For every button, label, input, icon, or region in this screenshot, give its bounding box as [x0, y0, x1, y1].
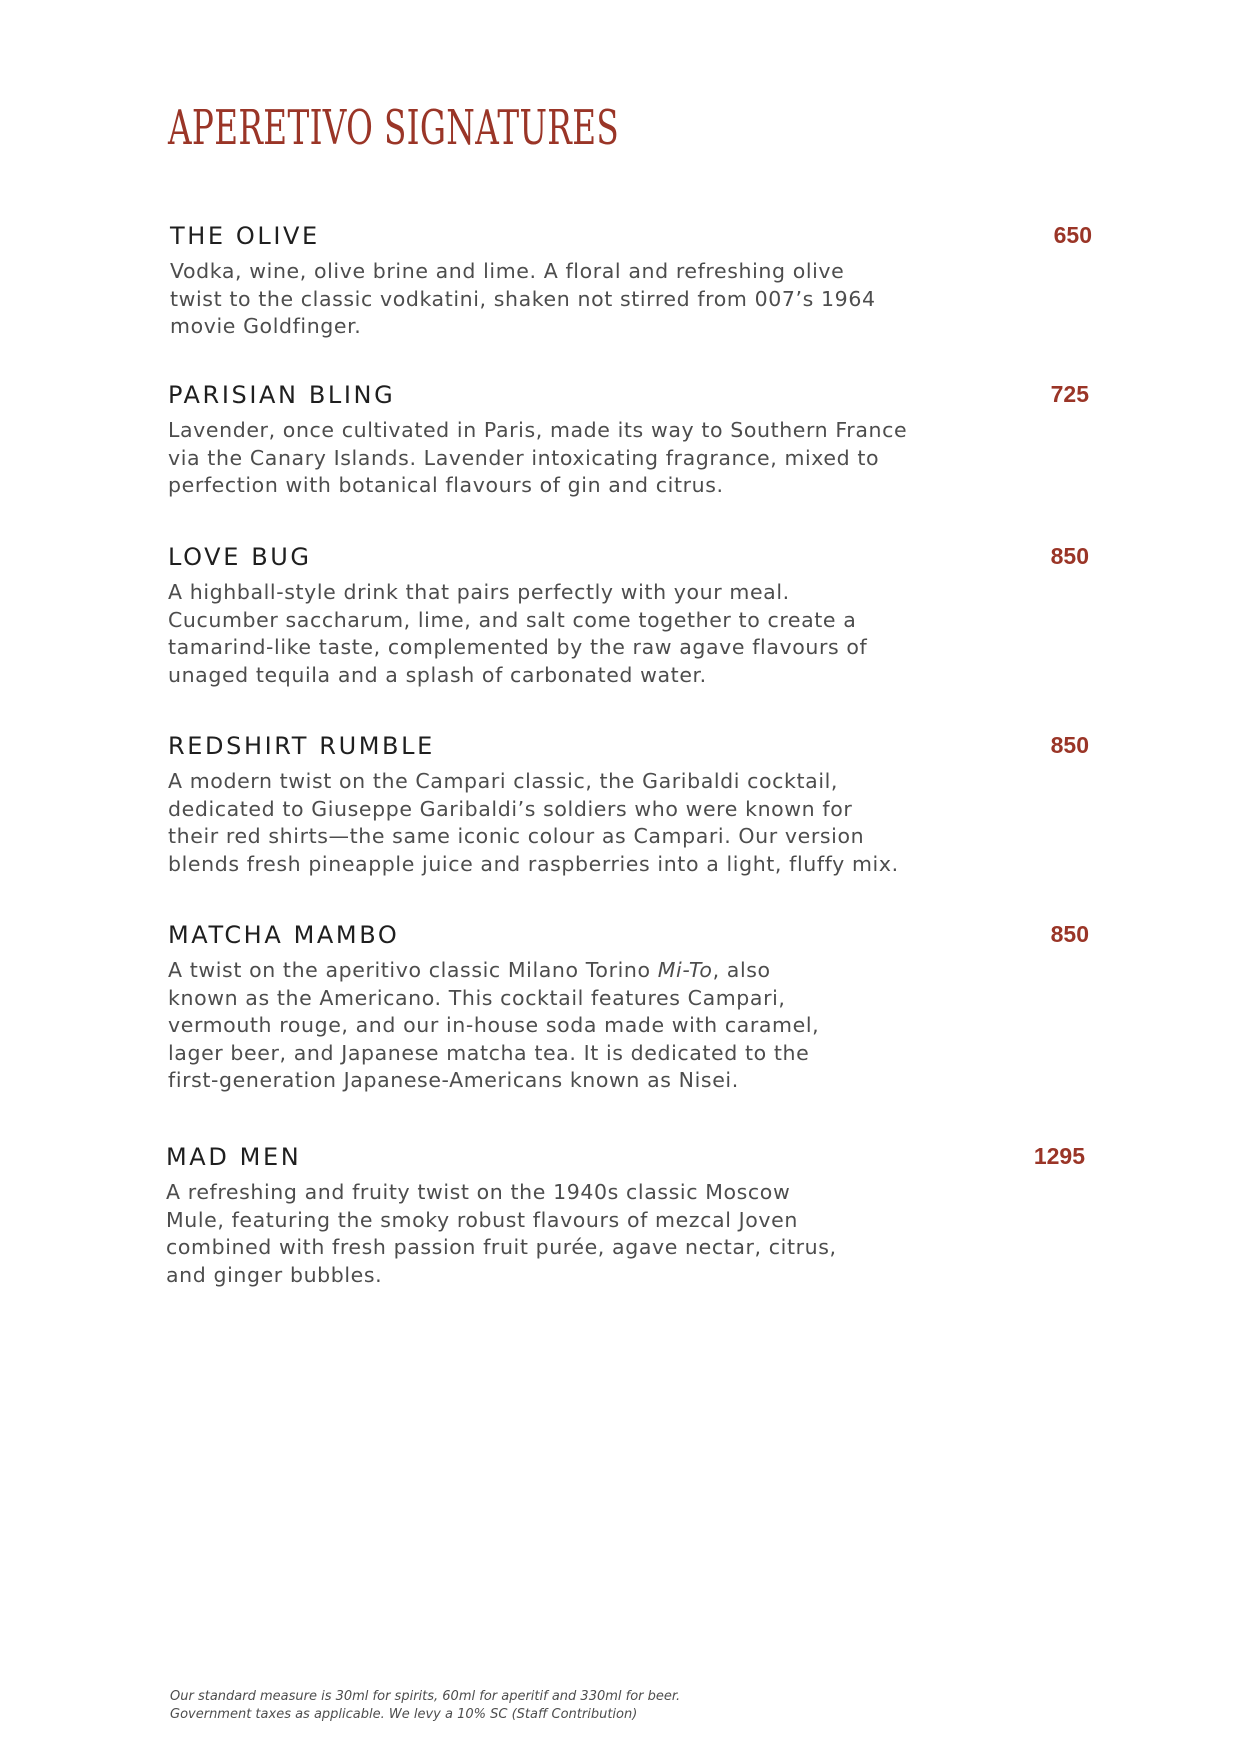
item-price: 850	[1050, 543, 1089, 569]
item-name: PARISIAN BLING	[168, 381, 396, 409]
description-line: first-generation Japanese-Americans known as Nisei.	[168, 1068, 739, 1092]
description-line: dedicated to Giuseppe Garibaldi’s soldiers who were known for	[168, 796, 853, 821]
menu-title: APERETIVO SIGNATURES	[168, 100, 620, 156]
item-price: 850	[1050, 732, 1089, 758]
description-text: A twist on the aperitivo classic Milano Torino	[168, 958, 658, 982]
description-line: Lavender, once cultivated in Paris, made its way to Southern France	[168, 418, 908, 442]
item-name: LOVE BUG	[168, 543, 312, 571]
item-name: MAD MEN	[166, 1143, 302, 1171]
item-description	[170, 258, 950, 341]
item-price: 850	[1050, 921, 1089, 947]
description-line: lager beer, and Japanese matcha tea. It is dedicated to the	[168, 1040, 810, 1065]
description-line: Vodka, wine, olive brine and lime. A floral and refreshing olive	[170, 259, 845, 283]
description-line: known as the Americano. This cocktail features Campari,	[168, 985, 786, 1010]
footer-line: Our standard measure is 30ml for spirits, 60ml for aperitif and 330ml for beer.	[170, 1689, 681, 1704]
description-line: A modern twist on the Campari classic, the Garibaldi cocktail,	[168, 769, 839, 793]
description-line: and ginger bubbles.	[166, 1262, 383, 1287]
description-line: via the Canary Islands. Lavender intoxicating fragrance, mixed to	[168, 445, 880, 470]
description-line: A refreshing and fruity twist on the 1940s classic Moscow	[166, 1180, 791, 1204]
item-description	[168, 417, 948, 500]
item-description	[168, 768, 948, 878]
footer-line: Government taxes as applicable. We levy a 10% SC (Staff Contribution)	[170, 1707, 638, 1722]
item-price: 1295	[1033, 1143, 1085, 1169]
description-line: combined with fresh passion fruit purée, agave nectar, citrus,	[166, 1235, 837, 1259]
description-line: their red shirts—the same iconic colour as Campari. Our version	[168, 824, 865, 848]
description-line: movie Goldfinger.	[170, 314, 362, 338]
item-description	[168, 579, 948, 689]
description-line: unaged tequila and a splash of carbonated water.	[168, 662, 707, 687]
description-line: tamarind-like taste, complemented by the raw agave flavours of	[168, 635, 868, 659]
item-description	[166, 1179, 946, 1289]
description-text: , also	[712, 958, 771, 982]
footer-note	[170, 1688, 680, 1724]
description-line: blends fresh pineapple juice and raspberries into a light, fluffy mix.	[168, 851, 899, 876]
item-name: THE OLIVE	[170, 222, 320, 250]
item-description	[168, 957, 948, 1095]
description-line: Mule, featuring the smoky robust flavours of mezcal Joven	[166, 1207, 798, 1232]
description-line	[168, 957, 948, 985]
item-name: REDSHIRT RUMBLE	[168, 732, 435, 760]
description-line: perfection with botanical flavours of gin and citrus.	[168, 473, 724, 497]
item-name: MATCHA MAMBO	[168, 921, 400, 949]
description-line: A highball-style drink that pairs perfectly with your meal.	[168, 580, 790, 604]
description-line: twist to the classic vodkatini, shaken not stirred from 007’s 1964	[170, 286, 876, 311]
description-line: Cucumber saccharum, lime, and salt come together to create a	[168, 607, 857, 632]
description-line: vermouth rouge, and our in-house soda made with caramel,	[168, 1013, 820, 1037]
item-price: 650	[1053, 222, 1092, 248]
description-italic-text: Mi-To	[657, 958, 713, 982]
item-price: 725	[1050, 381, 1089, 407]
